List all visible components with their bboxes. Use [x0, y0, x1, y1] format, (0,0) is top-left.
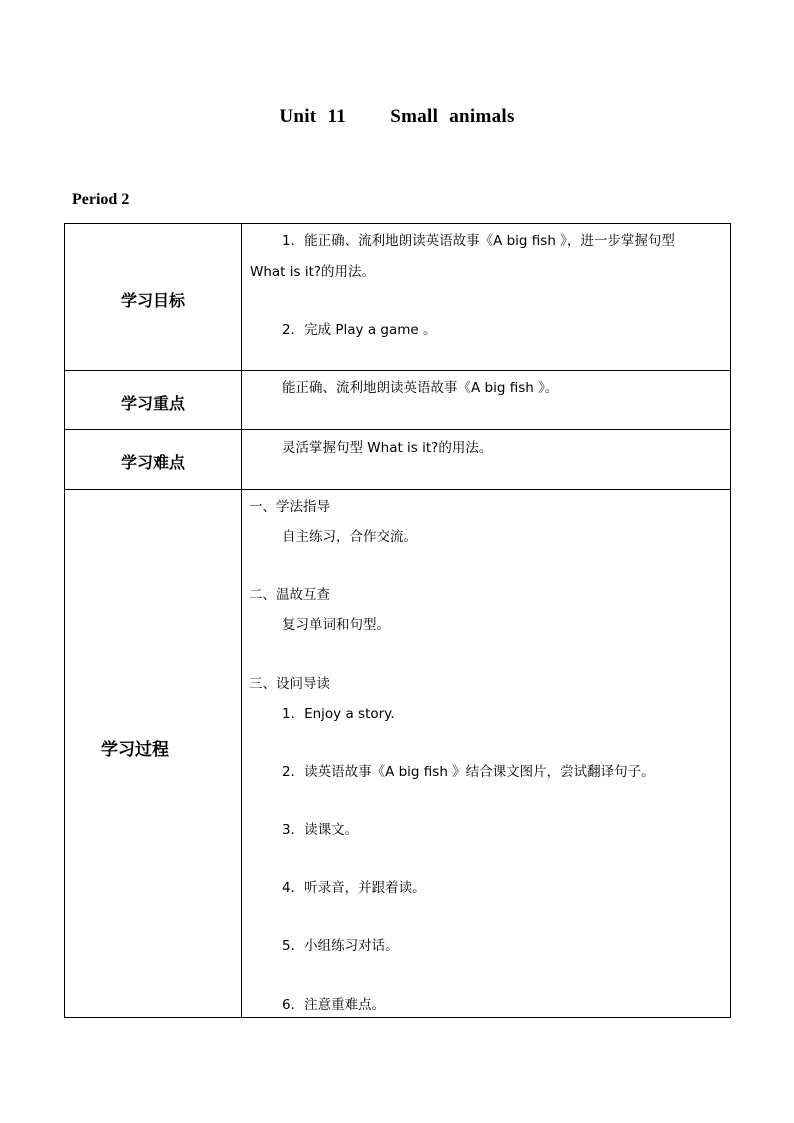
process-label: 学习过程: [101, 740, 169, 760]
section-1-heading: 一、学法指导: [249, 499, 330, 515]
row-key-points: [65, 371, 731, 430]
difficulties-content-cell: [242, 430, 731, 490]
step-6: 6．注意重难点。: [282, 997, 386, 1013]
process-label-cell: [65, 490, 242, 1018]
document-title: Unit 11 Small animals: [279, 106, 515, 127]
objective-item-2: 2．完成 Play a game 。: [282, 322, 437, 338]
process-content-cell: [242, 490, 731, 1018]
section-2-heading: 二、温故互查: [249, 587, 330, 603]
section-1-body: 自主练习，合作交流。: [282, 529, 417, 545]
objective-item-1a: 1．能正确、流利地朗读英语故事《A big fish 》，进一步掌握句型: [282, 233, 675, 249]
row-difficulties: [65, 430, 731, 490]
row-objectives: [65, 224, 731, 371]
row-process: [65, 490, 731, 1018]
objective-item-1b: What is it?的用法。: [250, 264, 376, 280]
period-heading: Period 2: [72, 191, 130, 208]
step-3: 3．读课文。: [282, 822, 359, 838]
step-1: 1．Enjoy a story.: [282, 706, 395, 722]
section-2-body: 复习单词和句型。: [282, 617, 390, 633]
key-points-label-cell: [65, 371, 242, 430]
key-points-content-cell: [242, 371, 731, 430]
difficulties-label: 学习难点: [120, 453, 185, 472]
key-points-text: 能正确、流利地朗读英语故事《A big fish 》。: [282, 380, 559, 396]
key-points-label: 学习重点: [120, 393, 185, 413]
objectives-label-cell: [65, 224, 242, 371]
difficulties-text: 灵活掌握句型 What is it?的用法。: [282, 440, 493, 456]
lesson-plan-table: [64, 223, 731, 1018]
objectives-content-cell: [242, 224, 731, 371]
step-2: 2．读英语故事《A big fish 》结合课文图片，尝试翻译句子。: [282, 764, 655, 780]
objectives-label: 学习目标: [120, 290, 185, 310]
step-4: 4．听录音，并跟着读。: [282, 880, 426, 896]
difficulties-label-cell: [65, 430, 242, 490]
section-3-heading: 三、设问导读: [249, 676, 330, 692]
step-5: 5．小组练习对话。: [282, 938, 399, 954]
